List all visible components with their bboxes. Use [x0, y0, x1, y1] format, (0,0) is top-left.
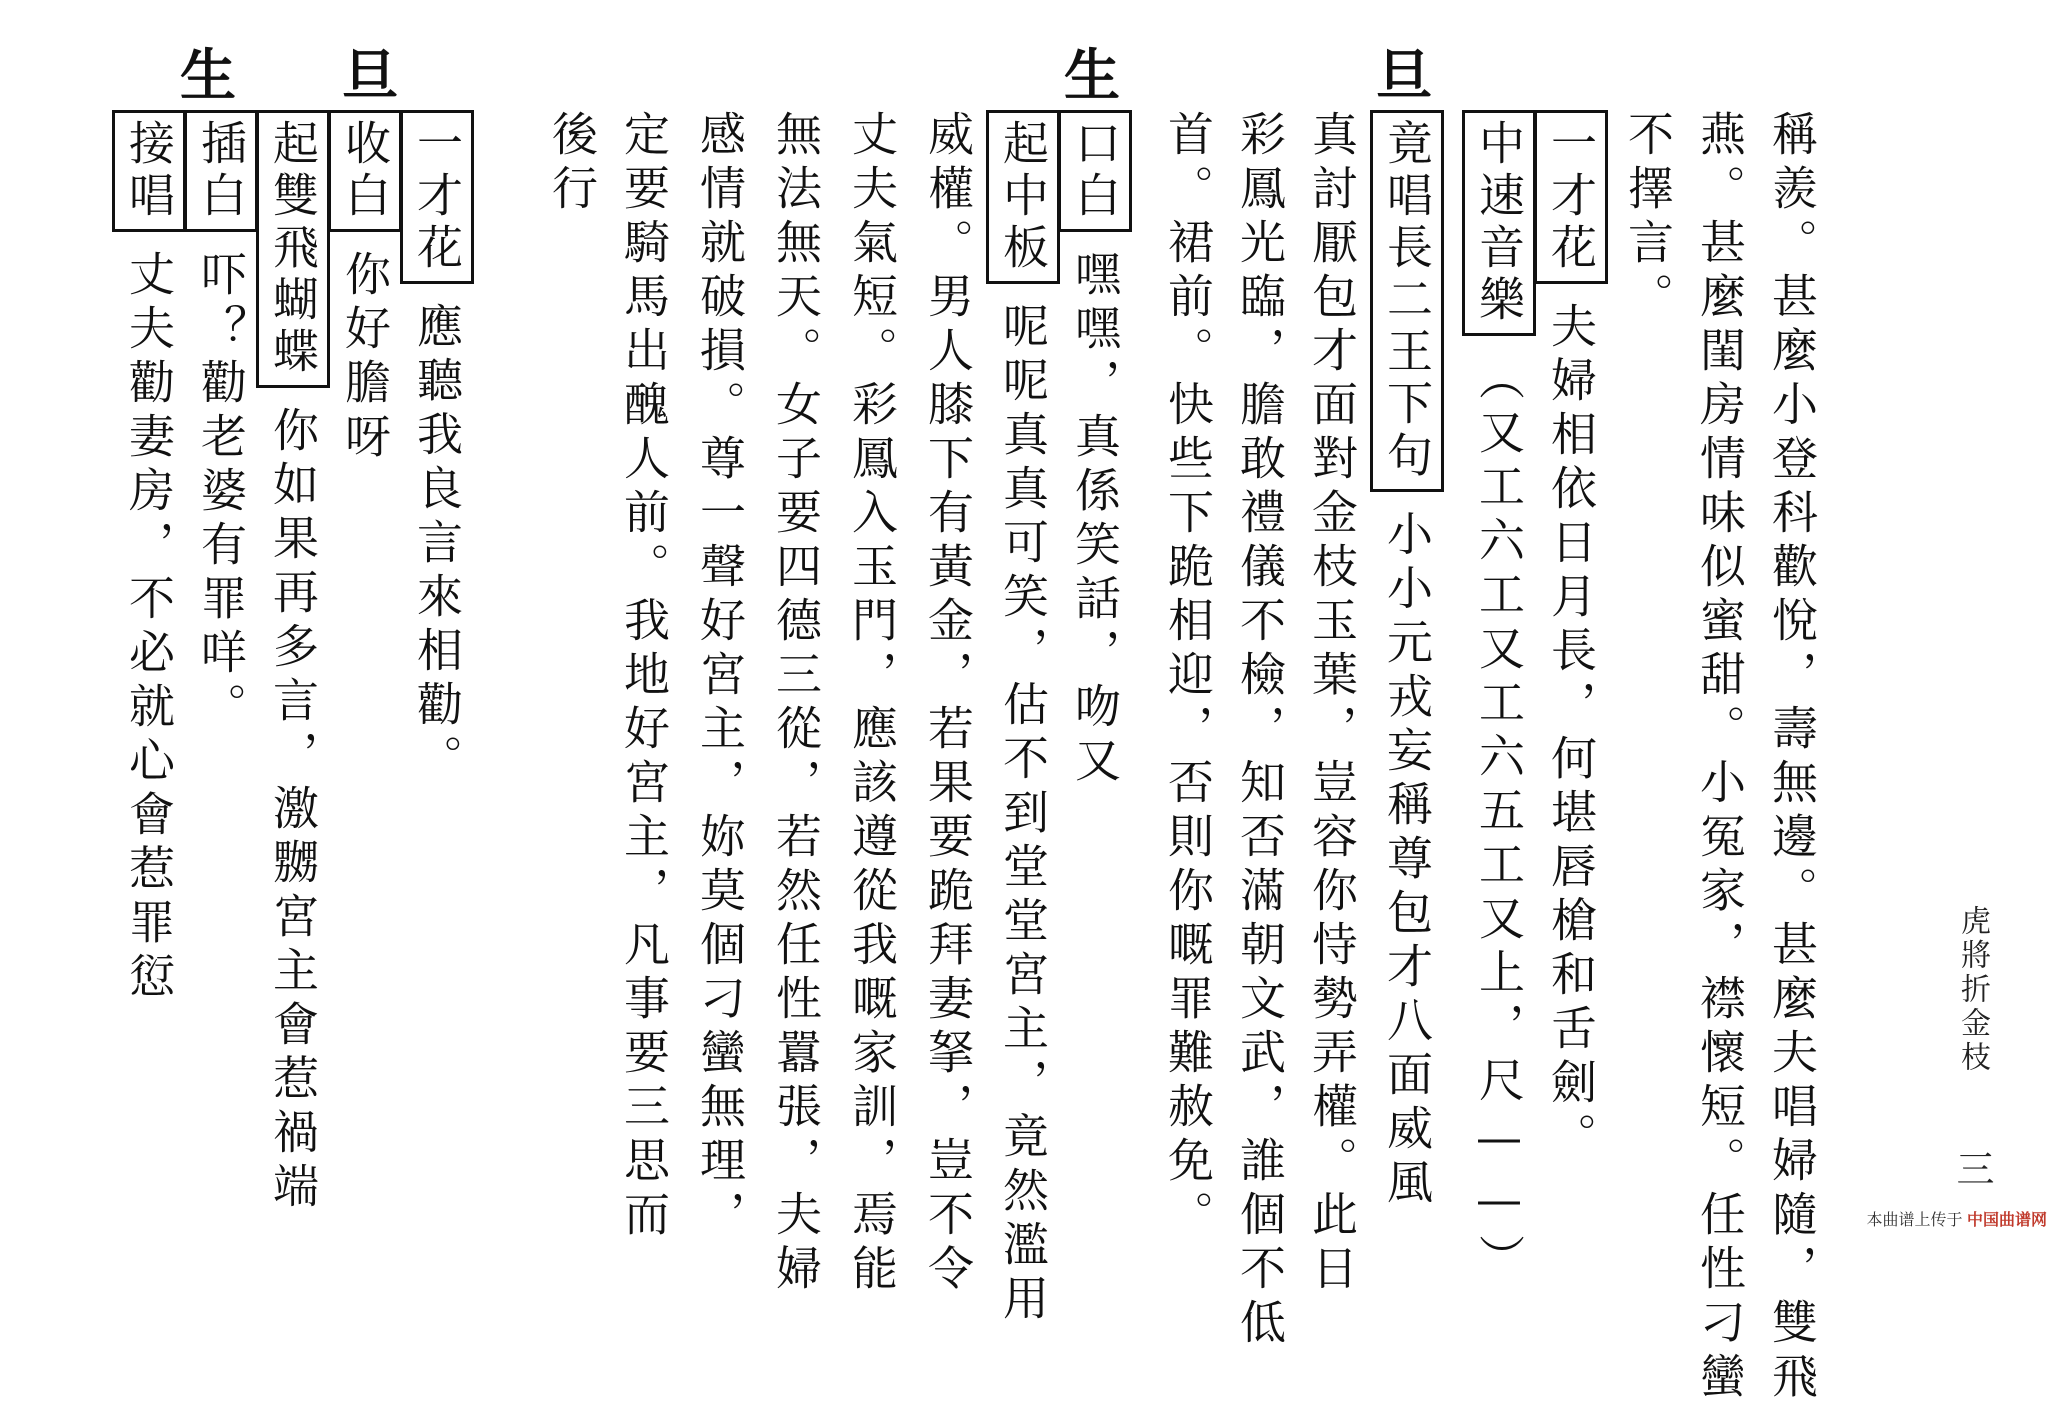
lyric-column: [1228, 110, 1292, 1352]
lyric-text: 你好膽呀: [338, 250, 392, 466]
lyric-column: [1068, 110, 1132, 790]
role-marker-dan: 旦: [342, 43, 398, 109]
music-cue-tag: 接唱: [112, 110, 186, 232]
lyric-text: 不擇言。: [1621, 110, 1675, 326]
lyric-column: [1156, 110, 1220, 1244]
brand-logo-text: 中国曲谱网: [1966, 1212, 2047, 1229]
lyric-text: （又工六工又工六五工又上，尺——）: [1472, 354, 1526, 1288]
lyric-column: [996, 110, 1060, 1328]
lyric-column: [612, 110, 676, 1244]
lyric-text: 後行: [545, 110, 599, 218]
music-cue-tag: 插白: [184, 110, 258, 232]
lyric-text: 彩鳳光臨，膽敢禮儀不檢，知否滿朝文武，誰個不低: [1233, 110, 1287, 1352]
role-marker-dan: 旦: [1376, 43, 1432, 109]
lyric-column: [338, 110, 402, 466]
lyric-column: [1380, 110, 1444, 1212]
lyric-column: [840, 110, 904, 1298]
lyric-text: 夫婦相依日月長，何堪唇槍和舌劍。: [1544, 302, 1598, 1166]
music-cue-tag: 口白: [1058, 110, 1132, 232]
lyric-column: [1760, 110, 1824, 1406]
page-header: [1945, 905, 2000, 1191]
music-cue-tag: 一才花: [1534, 110, 1608, 284]
lyric-text: 丈夫勸妻房，不必就心會惹罪愆: [122, 250, 176, 1006]
lyric-column: [194, 110, 258, 736]
lyric-text: 首。裙前。快些下跪相迎，否則你嘅罪難赦免。: [1161, 110, 1215, 1244]
lyric-text: 威權。男人膝下有黃金，若果要跪拜妻拏，豈不令: [921, 110, 975, 1298]
lyric-text: 定要騎馬出醜人前。我地好宮主，凡事要三思而: [617, 110, 671, 1244]
lyric-text: 呢呢真真可笑，估不到堂堂宮主，竟然濫用: [996, 302, 1050, 1328]
music-cue-tag: 起中板: [986, 110, 1060, 284]
lyric-text: 你如果再多言，激嬲宮主會惹禍端: [266, 406, 320, 1216]
lyric-column: [1300, 110, 1364, 1298]
lyric-column: [1688, 110, 1752, 1406]
lyric-column: [688, 110, 752, 1244]
lyric-column: [410, 110, 474, 788]
lyric-column: [1616, 110, 1680, 326]
lyric-column: [1472, 110, 1536, 1288]
music-cue-tag: 起雙飛蝴蝶: [256, 110, 330, 388]
opera-title: 虎將折金枝: [1955, 905, 1990, 1075]
page-number: 三: [1950, 1148, 1994, 1191]
lyric-column: [916, 110, 980, 1298]
lyric-text: 吓？勸老婆有罪咩。: [194, 250, 248, 736]
lyric-text: 嘿嘿，真係笑話，吻又: [1068, 250, 1122, 790]
role-marker-sheng: 生: [1064, 43, 1120, 109]
lyric-text: 丈夫氣短。彩鳳入玉門，應該遵從我嘅家訓，焉能: [845, 110, 899, 1298]
lyric-text: 感情就破損。尊一聲好宮主，妳莫個刁蠻無理，: [693, 110, 747, 1244]
lyric-column: [540, 110, 604, 218]
lyric-text: 燕。甚麼閨房情味似蜜甜。小冤家，襟懷短。任性刁蠻: [1693, 110, 1747, 1406]
lyric-text: 小小元戎妄稱尊包才八面威風: [1380, 510, 1434, 1212]
music-cue-tag: 一才花: [400, 110, 474, 284]
lyric-text: 應聽我良言來相勸。: [410, 302, 464, 788]
lyric-column: [122, 110, 186, 1006]
music-cue-tag: 中速音樂: [1462, 110, 1536, 336]
music-cue-tag: 收白: [328, 110, 402, 232]
music-cue-tag: 竟唱長二王下句: [1370, 110, 1444, 492]
lyric-text: 無法無天。女子要四德三從，若然任性囂張，夫婦: [769, 110, 823, 1298]
lyric-column: [266, 110, 330, 1216]
lyric-column: [764, 110, 828, 1298]
upload-note: 本曲谱上传于: [1866, 1212, 1963, 1229]
lyric-text: 稱羨。甚麼小登科歡悅，壽無邊。甚麼夫唱婦隨，雙飛: [1765, 110, 1819, 1406]
lyric-text: 真討厭包才面對金枝玉葉，豈容你恃勢弄權。此日: [1305, 110, 1359, 1298]
lyric-column: [1544, 110, 1608, 1166]
role-marker-sheng: 生: [180, 43, 236, 109]
source-watermark: [1867, 1207, 2047, 1230]
